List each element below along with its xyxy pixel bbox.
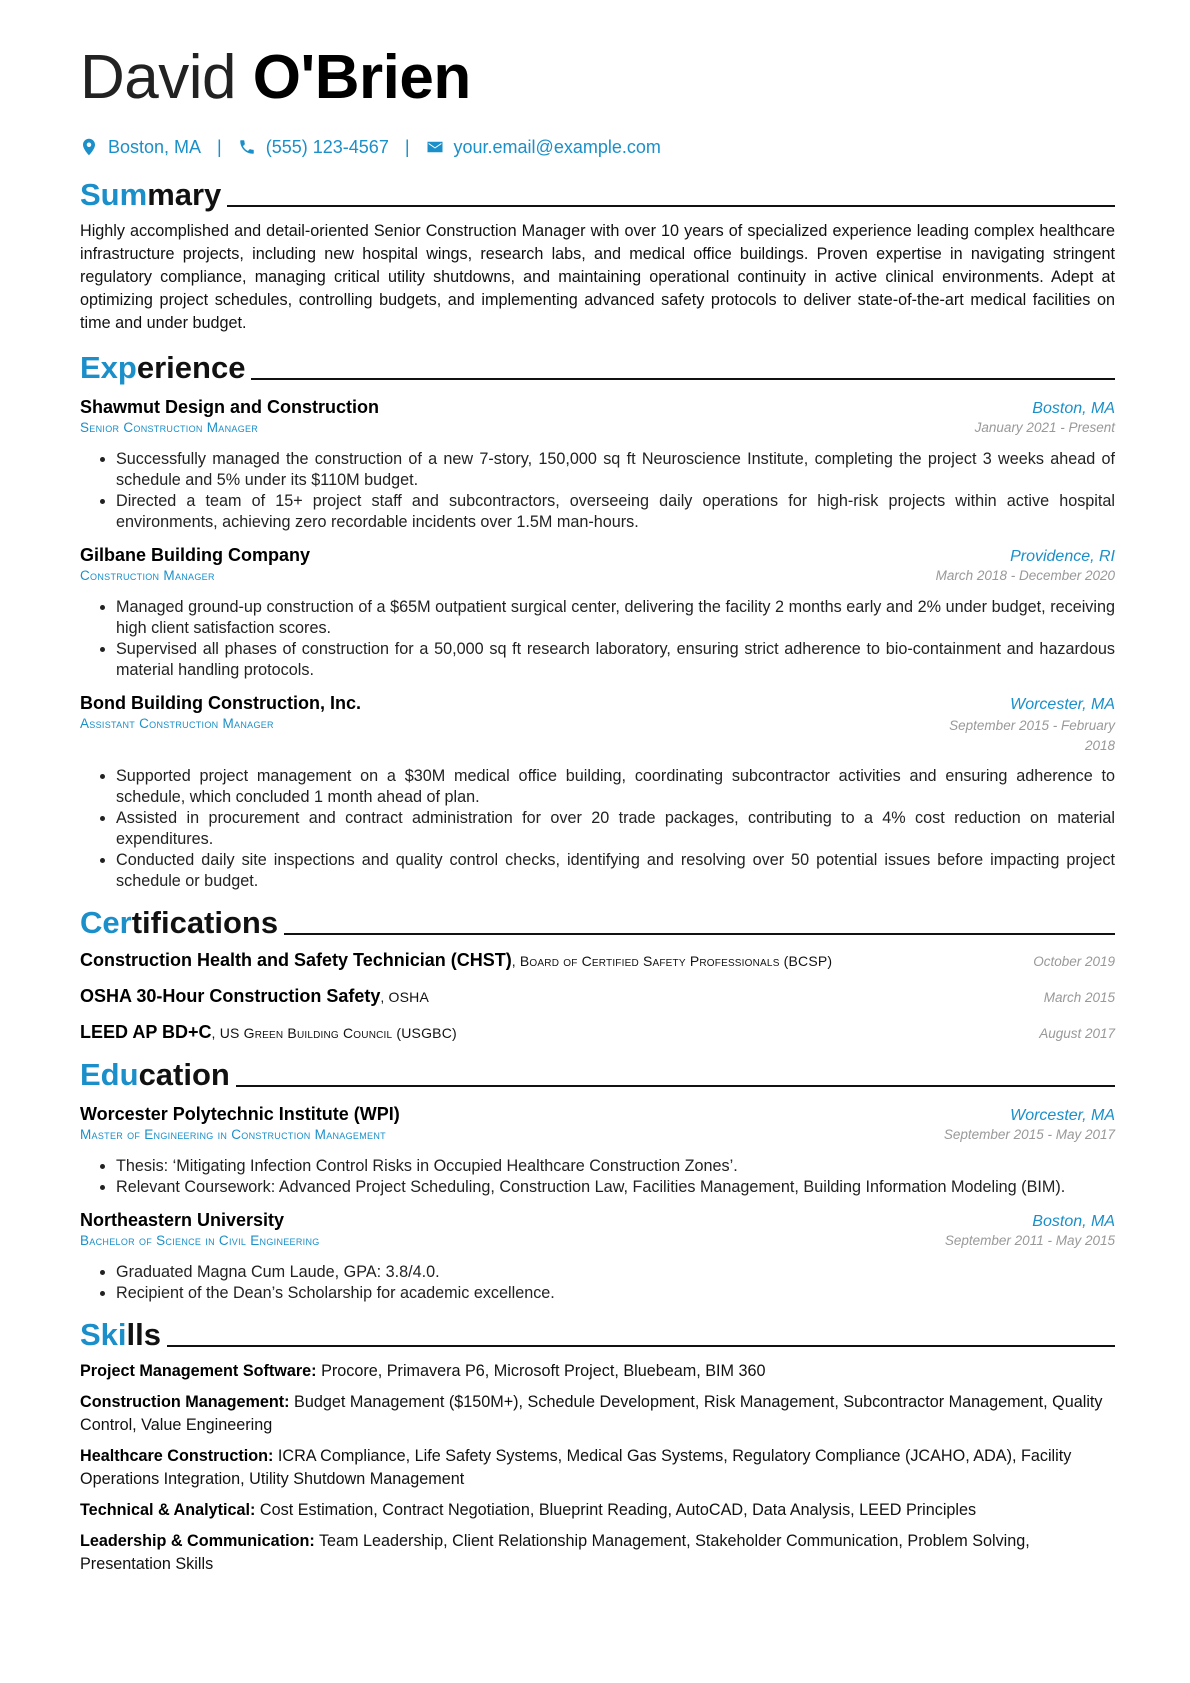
skill-values: Cost Estimation, Contract Negotiation, Blueprint Reading, AutoCAD, Data Analysis, LEED Principles [255,1501,977,1519]
education-bullets [80,1156,1115,1198]
experience-entry [80,397,1115,533]
experience-entry [80,545,1115,681]
heading-accent: Exp [80,350,137,385]
job-dates: January 2021 - Present [974,420,1115,435]
employer-name: Bond Building Construction, Inc. [80,693,361,713]
last-name: O'Brien [252,43,471,112]
heading-rest: lls [126,1317,161,1352]
phone-text: (555) 123-4567 [265,136,389,157]
certification-date: August 2017 [1039,1026,1115,1041]
heading-rule [227,205,1115,207]
list-item: • Successfully managed the construction of a new 7-story, 150,000 sq ft Neuroscience Institute, completing the project 3 weeks ahead of schedule and 5% under its $110M budget. [116,449,1115,491]
list-item: • Assisted in procurement and contract administration for over 20 trade packages, contributing to a 4% cost reduction on material expenditures. [116,808,1115,850]
job-location: Boston, MA [1032,400,1115,417]
list-item: • Supported project management on a $30M medical office building, coordinating subcontractor activities and ensuring adherence to schedule, which concluded 1 month ahead of plan. [116,766,1115,808]
contact-separator: | [404,136,410,157]
education-entry [80,1210,1115,1304]
degree: Bachelor of Science in Civil Engineering [80,1233,320,1248]
candidate-name [80,42,1115,114]
contact-separator: | [217,136,222,157]
certification-issuer: , Board of Certified Safety Professionals (BCSP) [511,953,833,969]
heading-accent: Edu [80,1057,139,1092]
job-dates: March 2018 - December 2020 [935,568,1115,583]
email-text: your.email@example.com [453,136,661,157]
employer-name: Gilbane Building Company [80,545,311,565]
experience-heading [80,347,1115,385]
certification-item [80,1022,1115,1048]
job-bullets [80,766,1115,892]
school-name: Northeastern University [80,1210,285,1230]
skill-values: Budget Management ($150M+), Schedule Development, Risk Management, Subcontractor Management, Quality Control, Value Engineering [80,1393,1103,1434]
job-title: Assistant Construction Manager [80,716,274,731]
school-name: Worcester Polytechnic Institute (WPI) [80,1104,400,1124]
heading-rule [167,1345,1115,1347]
skill-row [80,1530,1115,1576]
location-text: Boston, MA [108,136,202,157]
list-item: • Directed a team of 15+ project staff and subcontractors, overseeing daily operations for high-risk projects within active hospital environments, achieving zero recordable incidents over 1.5M man-hours. [116,491,1115,533]
job-bullets [80,449,1115,533]
list-item: • Supervised all phases of construction for a 50,000 sq ft research laboratory, ensuring strict adherence to bio-containment and hazardous material handling protocols. [116,639,1115,681]
certification-date: October 2019 [1033,954,1115,969]
skill-values: Procore, Primavera P6, Microsoft Project, Bluebeam, BIM 360 [316,1362,766,1380]
summary-heading [80,174,1115,212]
degree: Master of Engineering in Construction Management [80,1127,386,1142]
certification-name: LEED AP BD+C [80,1022,212,1042]
certification-issuer: , OSHA [380,989,430,1005]
list-item: • Conducted daily site inspections and quality control checks, identifying and resolving over 50 potential issues before impacting project schedule or budget. [116,850,1115,892]
certification-date: March 2015 [1043,990,1115,1005]
certification-name: Construction Health and Safety Technician (CHST) [80,950,512,970]
skill-values: Team Leadership, Client Relationship Management, Stakeholder Communication, Problem Solving, Presentation Skills [80,1532,1030,1573]
summary-text: Highly accomplished and detail-oriented Senior Construction Manager with over 10 years of specialized experience leading complex healthcare infrastructure projects, including new hospital wings, research labs, and medical office buildings. Proven expertise in navigating stringent regulatory compliance, managing critical utility shutdowns, and maintaining operational continuity in active clinical environments. Adept at optimizing project schedules, controlling budgets, and implementing advanced safety protocols to deliver state-of-the-art medical facilities on time and under budget. [80,222,1115,332]
heading-rule [251,378,1115,380]
education-heading [80,1054,1115,1092]
school-location: Worcester, MA [1010,1107,1115,1124]
list-item: • Managed ground-up construction of a $65M outpatient surgical center, delivering the facility 2 months early and 2% under budget, receiving high client satisfaction scores. [116,597,1115,639]
skill-label: Leadership & Communication: [80,1532,315,1550]
education-entry [80,1104,1115,1198]
heading-rest: cation [138,1057,230,1092]
job-dates: September 2015 - February 2018 [949,718,1115,753]
first-name: David [80,43,237,112]
heading-accent: Cer [80,905,132,940]
heading-rest: tifications [131,905,279,940]
list-item: • Recipient of the Dean’s Scholarship for academic excellence. [116,1283,1115,1304]
experience-entry [80,693,1115,892]
certifications-heading [80,902,1115,940]
skill-label: Healthcare Construction: [80,1447,274,1465]
skill-label: Construction Management: [80,1393,290,1411]
heading-rule [236,1085,1115,1087]
certification-issuer: , US Green Building Council (USGBC) [211,1025,457,1041]
skill-row [80,1445,1115,1491]
job-title: Construction Manager [80,568,215,583]
education-bullets [80,1262,1115,1304]
heading-accent: Ski [80,1317,127,1352]
skills-heading [80,1314,1115,1352]
certification-item [80,986,1115,1012]
skill-values: ICRA Compliance, Life Safety Systems, Medical Gas Systems, Regulatory Compliance (JCAHO, ADA), Facility Operations Integration, Utility Shutdown Management [80,1447,1072,1488]
contact-bar [80,134,1115,160]
certification-name: OSHA 30-Hour Construction Safety [80,986,381,1006]
skill-row [80,1360,1115,1383]
list-item: • Relevant Coursework: Advanced Project Scheduling, Construction Law, Facilities Management, Building Information Modeling (BIM). [116,1177,1115,1198]
skill-label: Technical & Analytical: [80,1501,256,1519]
skill-label: Project Management Software: [80,1362,317,1380]
contact-phone[interactable] [238,137,389,158]
heading-rest: erience [136,350,246,385]
list-item: • Graduated Magna Cum Laude, GPA: 3.8/4.0. [116,1262,1115,1283]
job-title: Senior Construction Manager [80,420,259,435]
list-item: • Thesis: ‘Mitigating Infection Control Risks in Occupied Healthcare Construction Zones’. [116,1156,1115,1177]
skill-row [80,1391,1115,1437]
certification-item [80,950,1115,976]
school-dates: September 2015 - May 2017 [943,1127,1115,1142]
job-location: Worcester, MA [1010,696,1115,713]
school-location: Boston, MA [1032,1213,1115,1230]
heading-accent: Sum [80,177,148,212]
skill-row [80,1499,1115,1522]
job-bullets [80,597,1115,681]
school-dates: September 2011 - May 2015 [944,1233,1115,1248]
employer-name: Shawmut Design and Construction [80,397,380,417]
heading-rest: mary [147,177,222,212]
contact-email[interactable] [426,137,661,158]
envelope-icon [426,138,444,156]
job-location: Providence, RI [1010,548,1115,565]
heading-rule [284,933,1115,935]
contact-location [80,137,201,158]
phone-icon [238,138,256,156]
map-pin-icon [80,138,98,156]
